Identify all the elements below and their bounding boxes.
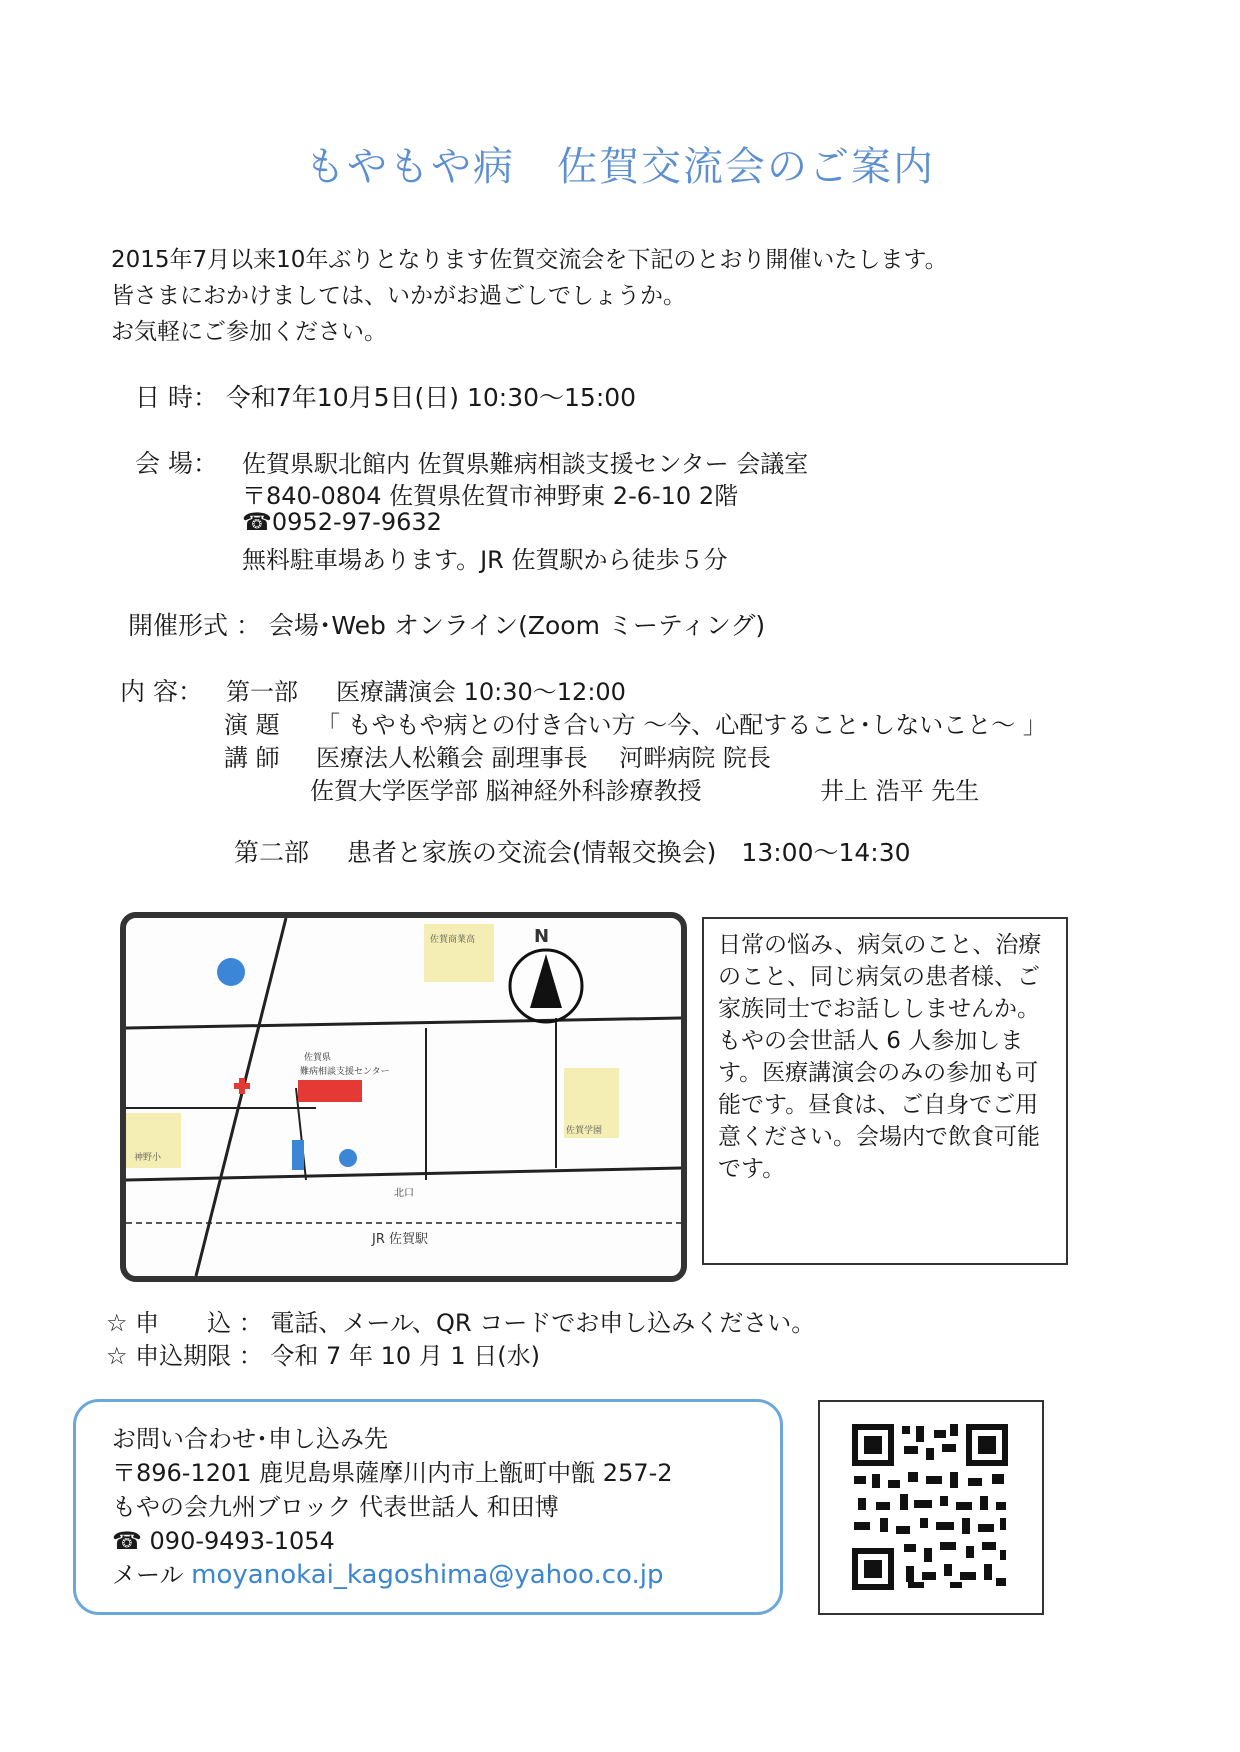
datetime-row bbox=[135, 378, 636, 414]
apply-value1: 電話、メール、QR コードでお申し込みください。 bbox=[270, 1309, 816, 1337]
lecturer-label: 講 師 bbox=[224, 744, 280, 772]
contact-phone: ☎ 090-9493-1054 bbox=[112, 1527, 335, 1555]
page-title: もやもや病 佐賀交流会のご案内 bbox=[305, 144, 935, 190]
lecturer-line1: 医療法人松籟会 副理事長 河畔病院 院長 bbox=[316, 744, 771, 772]
map-school1: 佐賀商業高 bbox=[430, 935, 476, 945]
apply-label2: ☆ 申込期限 ： bbox=[106, 1342, 263, 1370]
map-station: JR 佐賀駅 bbox=[372, 1232, 428, 1247]
apply-row1 bbox=[106, 1303, 815, 1338]
intro-text bbox=[111, 242, 948, 350]
map-school2: 佐賀学園 bbox=[566, 1126, 603, 1136]
contact-address: 〒896-1201 鹿児島県薩摩川内市上甑町中甑 257-2 bbox=[112, 1459, 673, 1487]
lecturer-name: 井上 浩平 先生 bbox=[820, 777, 980, 805]
venue-line1: 佐賀県駅北館内 佐賀県難病相談支援センター 会議室 bbox=[242, 450, 809, 478]
part1-title: 医療講演会 10:30～12:00 bbox=[336, 678, 626, 706]
contact-box bbox=[73, 1399, 783, 1615]
apply-label1: ☆ 申 込 ： bbox=[106, 1309, 263, 1337]
part2-name: 第二部 bbox=[234, 838, 310, 867]
format-row bbox=[128, 606, 765, 642]
topic-label: 演 題 bbox=[224, 711, 280, 739]
contact-mail-label: メール bbox=[112, 1561, 184, 1589]
content-label: 内 容： bbox=[120, 677, 203, 706]
apply-value2: 令和 7 年 10 月 1 日(水) bbox=[270, 1342, 540, 1370]
contact-org: もやの会九州ブロック 代表世話人 和田博 bbox=[112, 1493, 559, 1521]
intro-line: 皆さまにおかけましては、いかがお過ごしでしょうか。 bbox=[111, 283, 686, 309]
venue-phone: ☎0952-97-9632 bbox=[242, 508, 442, 536]
note-text: 日常の悩み、病気のこと、治療のこと、同じ病気の患者様、ご家族同士でお話ししませんか。もやの会世話人 6 人参加します。医療講演会のみの参加も可能です。昼食は、ご自身でご用意ください。会場内で飲食可能です。 bbox=[718, 932, 1042, 1182]
map-drawing bbox=[126, 918, 681, 1276]
access-map bbox=[120, 912, 687, 1282]
contact-heading: お問い合わせ･申し込み先 bbox=[112, 1425, 388, 1453]
apply-row2 bbox=[106, 1336, 540, 1371]
datetime-label: 日 時： bbox=[135, 383, 218, 412]
part2-title: 患者と家族の交流会(情報交換会) 13:00～14:30 bbox=[346, 838, 911, 867]
format-value: 会場･Web オンライン(Zoom ミーティング) bbox=[268, 611, 766, 640]
intro-line: 2015年7月以来10年ぶりとなります佐賀交流会を下記のとおり開催いたします。 bbox=[111, 247, 948, 273]
venue-parking: 無料駐車場あります。JR 佐賀駅から徒歩５分 bbox=[242, 546, 728, 574]
intro-line: お気軽にご参加ください。 bbox=[111, 319, 387, 345]
datetime-value: 令和7年10月5日(日) 10:30～15:00 bbox=[225, 383, 637, 412]
map-venue-label1: 佐賀県 bbox=[304, 1053, 332, 1063]
lecturer-line2: 佐賀大学医学部 脳神経外科診療教授 bbox=[310, 777, 702, 805]
venue-line2: 〒840-0804 佐賀県佐賀市神野東 2-6-10 2階 bbox=[242, 482, 739, 510]
map-school3: 神野小 bbox=[134, 1153, 162, 1163]
contact-email-link[interactable]: moyanokai_kagoshima@yahoo.co.jp bbox=[191, 1560, 664, 1590]
part1-name: 第一部 bbox=[226, 678, 298, 706]
qr-code-icon[interactable] bbox=[820, 1402, 1042, 1613]
map-north: N bbox=[534, 926, 550, 947]
qr-code-box bbox=[818, 1400, 1044, 1615]
contact-mail-row bbox=[112, 1558, 744, 1592]
topic-value: 「 もやもや病との付き合い方 ～今、心配すること･しないこと～ 」 bbox=[316, 711, 1047, 739]
format-label: 開催形式 ： bbox=[128, 611, 261, 640]
part2-row bbox=[234, 833, 911, 869]
note-box bbox=[702, 917, 1068, 1265]
map-north-exit: 北口 bbox=[394, 1188, 414, 1199]
venue-label: 会 場： bbox=[135, 449, 218, 478]
map-venue-label2: 難病相談支援センター bbox=[300, 1067, 390, 1077]
